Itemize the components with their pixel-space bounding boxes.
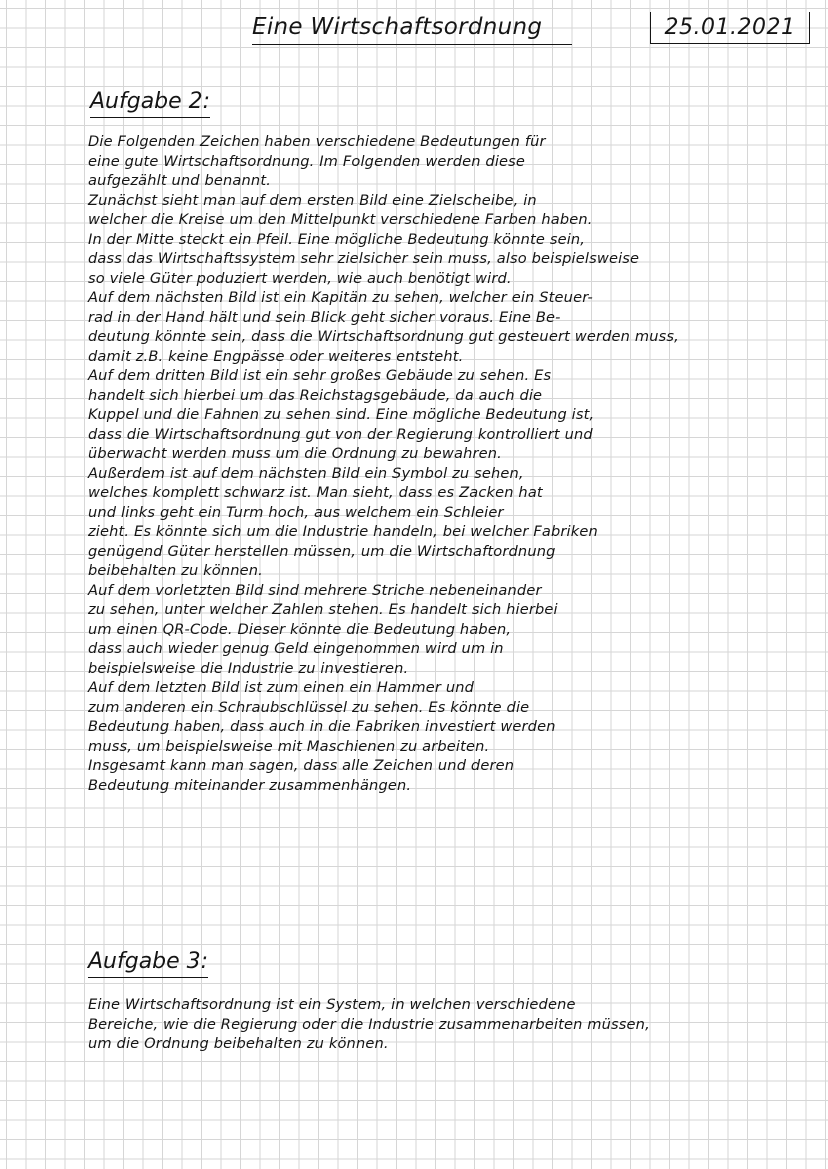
text-line: genügend Güter herstellen müssen, um die Wirtschaftordnung	[88, 542, 556, 560]
text-line: Außerdem ist auf dem nächsten Bild ein Symbol zu sehen,	[88, 464, 524, 482]
text-line: Auf dem vorletzten Bild sind mehrere Striche nebeneinander	[88, 581, 542, 599]
text-line: dass das Wirtschaftssystem sehr zielsicher sein muss, also beispielsweise	[88, 250, 640, 267]
task-3-text	[88, 995, 768, 1054]
text-line: Kuppel und die Fahnen zu sehen sind. Eine mögliche Bedeutung ist,	[88, 406, 595, 423]
text-line: zu sehen, unter welcher Zahlen stehen. Es handelt sich hierbei	[88, 601, 558, 618]
text-line: Bedeutung miteinander zusammenhängen.	[88, 776, 412, 794]
text-line: überwacht werden muss um die Ordnung zu bewahren.	[88, 445, 502, 462]
text-line: dass auch wieder genug Geld eingenommen wird um in	[88, 640, 504, 657]
page-date: 25.01.2021	[650, 12, 810, 44]
text-line: muss, um beispielsweise mit Maschienen zu arbeiten.	[88, 737, 490, 755]
text-line: Auf dem letzten Bild ist zum einen ein Hammer und	[88, 679, 475, 696]
text-line: Insgesamt kann man sagen, dass alle Zeichen und deren	[88, 757, 515, 774]
text-line: deutung könnte sein, dass die Wirtschaftsordnung gut gesteuert werden muss,	[88, 328, 679, 345]
text-line: um einen QR-Code. Dieser könnte die Bedeutung haben,	[88, 620, 512, 638]
text-line: zieht. Es könnte sich um die Industrie handeln, bei welcher Fabriken	[88, 523, 598, 540]
text-line: Auf dem nächsten Bild ist ein Kapitän zu sehen, welcher ein Steuer-	[88, 289, 593, 306]
text-line: welcher die Kreise um den Mittelpunkt verschiedene Farben haben.	[88, 211, 593, 228]
text-line: und links geht ein Turm hoch, aus welchem ein Schleier	[88, 503, 504, 521]
text-line: so viele Güter poduziert werden, wie auch benötigt wird.	[88, 269, 512, 287]
text-line: damit z.B. keine Engpässe oder weiteres entsteht.	[88, 347, 464, 365]
text-line: Bereiche, wie die Regierung oder die Industrie zusammenarbeiten müssen,	[88, 1015, 650, 1033]
text-line: Auf dem dritten Bild ist ein sehr großes Gebäude zu sehen. Es	[88, 367, 552, 384]
text-line: dass die Wirtschaftsordnung gut von der Regierung kontrolliert und	[88, 425, 593, 443]
text-line: aufgezählt und benannt.	[88, 172, 271, 189]
text-line: Zunächst sieht man auf dem ersten Bild eine Zielscheibe, in	[88, 191, 537, 209]
text-line: eine gute Wirtschaftsordnung. Im Folgenden werden diese	[88, 152, 526, 170]
text-line: In der Mitte steckt ein Pfeil. Eine mögliche Bedeutung könnte sein,	[88, 230, 586, 248]
text-line: Die Folgenden Zeichen haben verschiedene Bedeutungen für	[88, 133, 546, 150]
text-line: um die Ordnung beibehalten zu können.	[88, 1035, 389, 1052]
task-2-text	[88, 132, 768, 795]
text-line: rad in der Hand hält und sein Blick geht sicher voraus. Eine Be-	[88, 308, 561, 326]
text-line: Bedeutung haben, dass auch in die Fabriken investiert werden	[88, 718, 556, 735]
text-line: beispielsweise die Industrie zu investieren.	[88, 659, 409, 677]
text-line: welches komplett schwarz ist. Man sieht, dass es Zacken hat	[88, 484, 543, 501]
text-line: Eine Wirtschaftsordnung ist ein System, in welchen verschiedene	[88, 996, 576, 1013]
text-line: handelt sich hierbei um das Reichstagsgebäude, da auch die	[88, 386, 543, 404]
text-line: beibehalten zu können.	[88, 562, 263, 579]
text-line: zum anderen ein Schraubschlüssel zu sehen. Es könnte die	[88, 698, 530, 716]
page-title: Eine Wirtschaftsordnung	[252, 12, 572, 45]
task-2-heading: Aufgabe 2:	[90, 88, 210, 118]
task-3-heading: Aufgabe 3:	[88, 948, 208, 978]
